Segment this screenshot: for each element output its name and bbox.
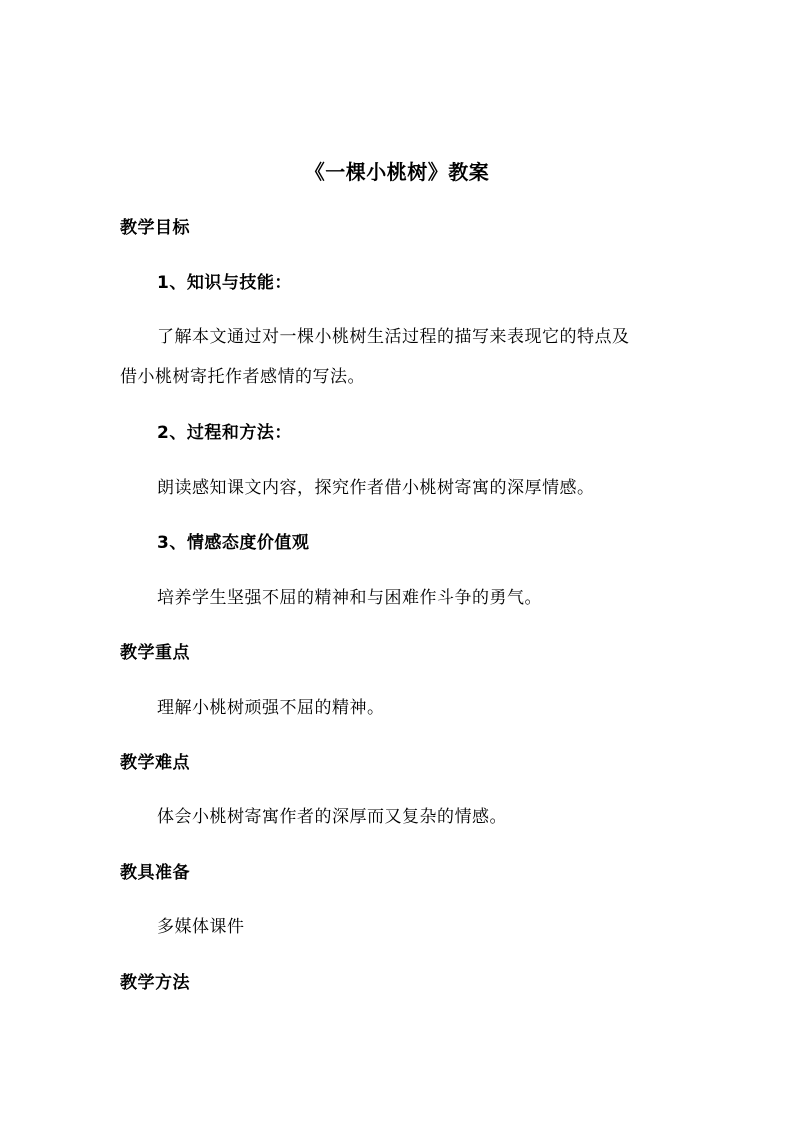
materials-text: 多媒体课件 [157,917,245,937]
goal-item-1-text-line-1: 了解本文通过对一棵小桃树生活过程的描写来表现它的特点及 [157,327,630,347]
goal-item-2-title: 2、过程和方法： [157,423,292,443]
goal-item-3-title: 3、情感态度价值观 [157,533,310,553]
section-heading-difficulties: 教学难点 [120,753,190,773]
section-heading-goals: 教学目标 [120,218,190,238]
goal-item-1-title: 1、知识与技能： [157,273,292,293]
key-points-text: 理解小桃树顽强不屈的精神。 [157,698,385,718]
goal-item-1-text-line-2: 借小桃树寄托作者感情的写法。 [120,367,365,387]
section-heading-methods: 教学方法 [120,973,190,993]
goal-item-2-text: 朗读感知课文内容，探究作者借小桃树寄寓的深厚情感。 [157,478,595,498]
difficulties-text: 体会小桃树寄寓作者的深厚而又复杂的情感。 [157,807,507,827]
section-heading-materials: 教具准备 [120,863,190,883]
goal-item-3-text: 培养学生坚强不屈的精神和与困难作斗争的勇气。 [157,588,542,608]
section-heading-key-points: 教学重点 [120,643,190,663]
document-title: 《一棵小桃树》教案 [304,160,490,184]
